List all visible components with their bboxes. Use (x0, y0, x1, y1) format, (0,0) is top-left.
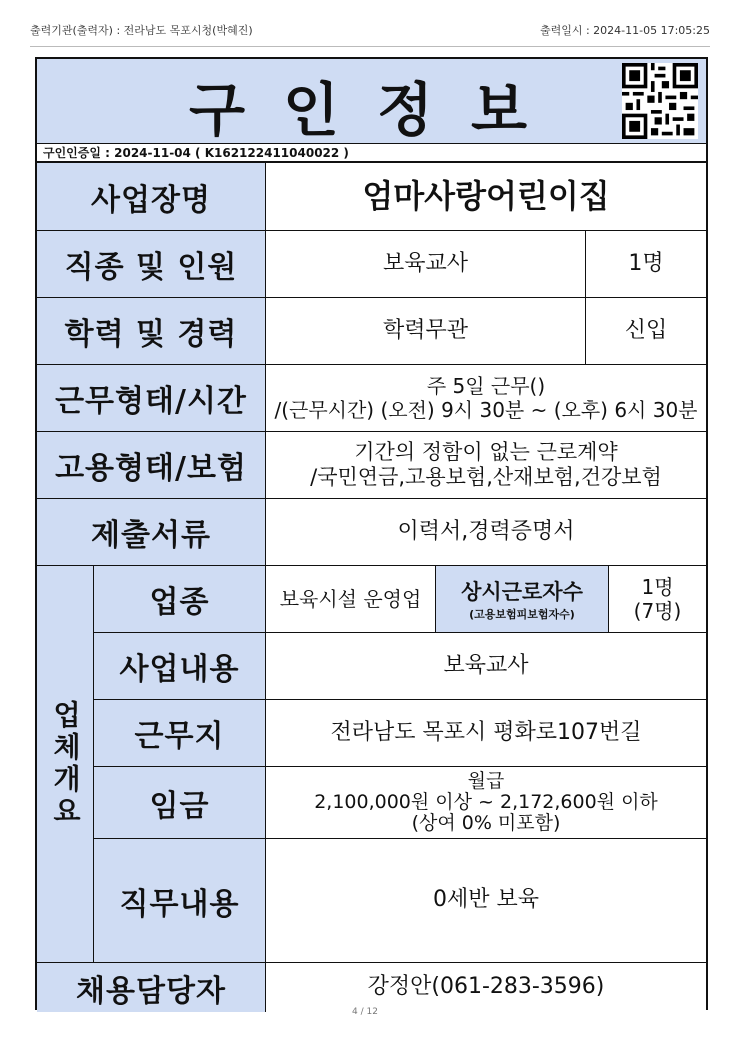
docs-value: 이력서,경력증명서 (266, 499, 706, 566)
work-label: 근무형태/시간 (37, 365, 266, 432)
work-hours: /(근무시간) (오전) 9시 30분 ~ (오후) 6시 30분 (274, 398, 698, 422)
overview-group-label (37, 566, 94, 963)
cert-line: 구인인증일 : 2024-11-04 ( K162122411040022 ) (37, 143, 706, 163)
qr-code-icon (622, 63, 698, 139)
wage-type: 월급 (467, 770, 505, 793)
company-label: 사업장명 (37, 163, 266, 231)
work-value (266, 365, 706, 432)
doc-title: 구인정보 (188, 76, 566, 144)
contact-value: 강정안(061-283-3596) (266, 963, 706, 1012)
biz-label: 사업내용 (94, 633, 266, 700)
industry-value: 보육시설 운영업 (266, 566, 436, 633)
edu-label: 학력 및 경력 (37, 298, 266, 365)
edu-value: 학력무관 (266, 298, 586, 365)
duty-label: 직무내용 (94, 839, 266, 963)
emp-label: 고용형태/보험 (37, 432, 266, 499)
staff-label-cell (436, 566, 609, 633)
job-info-sheet (35, 57, 708, 1010)
industry-label: 업종 (94, 566, 266, 633)
emp-value (266, 432, 706, 499)
staff-insured-count: (7명) (633, 599, 682, 623)
printed-at-text: 출력일시 : 2024-11-05 17:05:25 (539, 24, 710, 37)
issuer-text: 출력기관(출력자) : 전라남도 목포시청(박혜진) (30, 24, 253, 37)
work-days: 주 5일 근무() (426, 374, 546, 398)
docs-label: 제출서류 (37, 499, 266, 566)
company-value: 엄마사랑어린이집 (266, 163, 706, 231)
job-count: 1명 (586, 231, 706, 298)
header-divider (30, 46, 710, 47)
overview-group-text: 업체개요 (49, 700, 82, 828)
staff-sub-label: (고용보험피보험자수) (469, 608, 575, 621)
contact-label: 채용담당자 (37, 963, 266, 1012)
job-label: 직종 및 인원 (37, 231, 266, 298)
print-header (0, 0, 740, 52)
edu-career: 신입 (586, 298, 706, 365)
emp-insurance: /국민연금,고용보험,산재보험,건강보험 (310, 465, 662, 489)
emp-contract: 기간의 정함이 없는 근로계약 (354, 439, 618, 464)
duty-value: 0세반 보육 (266, 839, 706, 963)
biz-value: 보육교사 (266, 633, 706, 700)
wage-value (266, 767, 706, 839)
wage-label: 임금 (94, 767, 266, 839)
page-number: 4 / 12 (352, 1007, 378, 1017)
staff-label: 상시근로자수 (461, 580, 583, 604)
place-label: 근무지 (94, 700, 266, 767)
place-value: 전라남도 목포시 평화로107번길 (266, 700, 706, 767)
wage-range: 2,100,000원 이상 ~ 2,172,600원 이하 (314, 791, 658, 814)
title-box (37, 59, 706, 144)
staff-value (609, 566, 706, 633)
job-value: 보육교사 (266, 231, 586, 298)
wage-bonus: (상여 0% 미포함) (411, 811, 561, 834)
staff-count: 1명 (641, 575, 674, 599)
